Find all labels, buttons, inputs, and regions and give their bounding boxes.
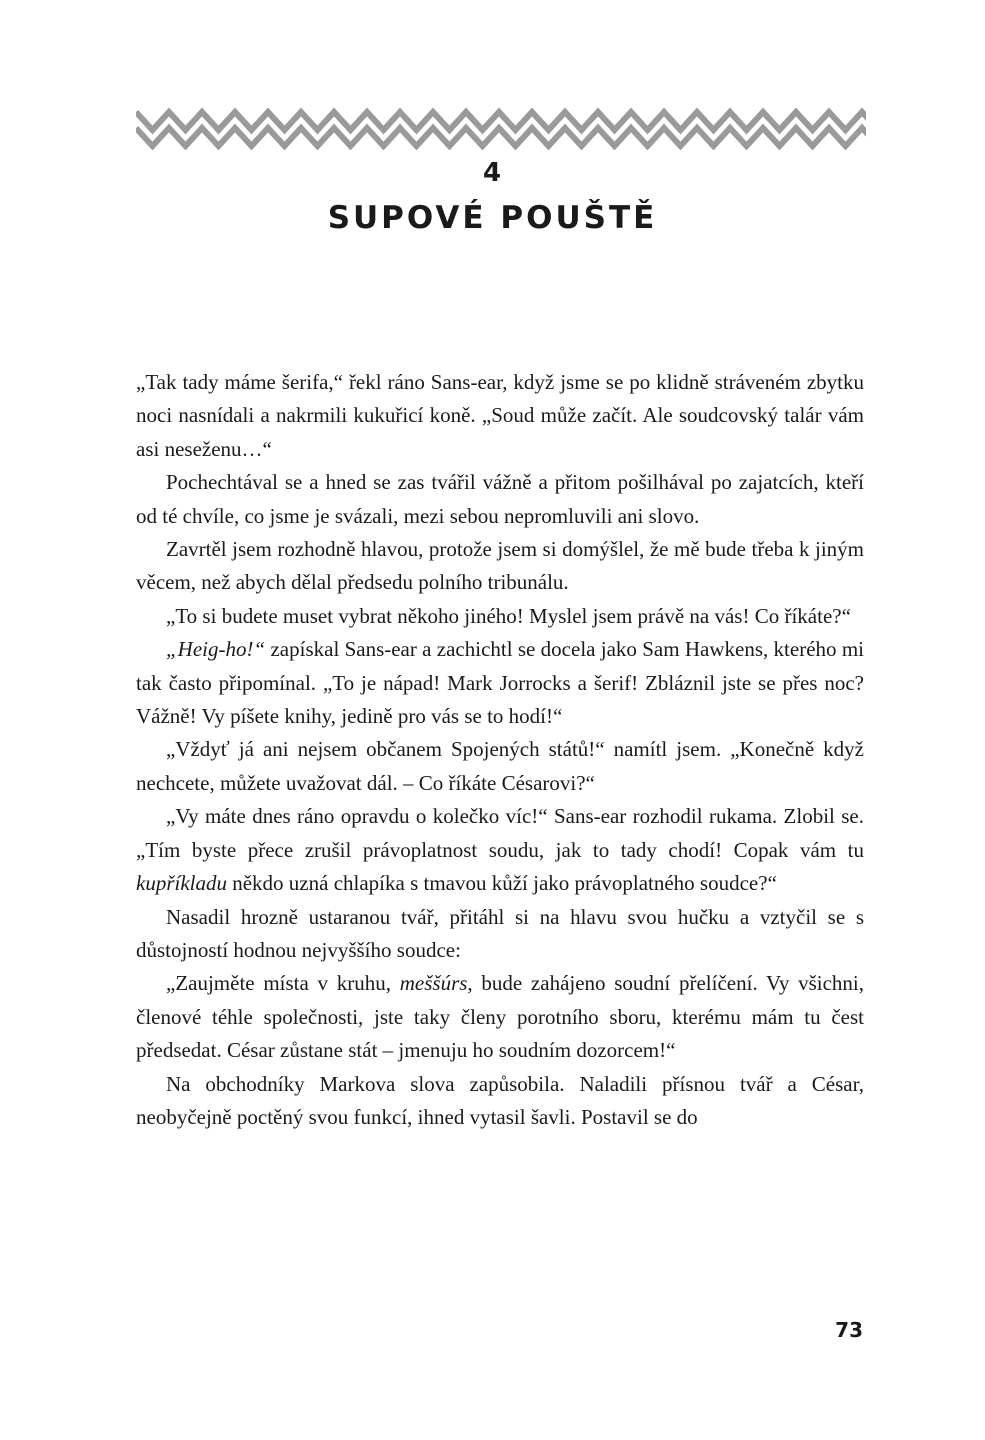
italic-text: kupříkladu	[136, 871, 227, 896]
page-number: 73	[835, 1318, 863, 1342]
text-run: Zavrtěl jsem rozhodně hlavou, protože jsem si domýšlel, že mě bude třeba k jiným věcem, než abych dělal předsedu polního tribunálu.	[136, 537, 864, 595]
paragraph	[136, 800, 864, 900]
text-run: „Vy máte dnes ráno opravdu o kolečko víc!“ Sans-ear rozhodil rukama. Zlobil se. „Tím byste přece zrušil právoplatnost soudu, jak to tady chodí! Copak vám tu	[136, 804, 864, 862]
text-run: „Zaujměte místa v kruhu,	[166, 971, 400, 996]
decorative-zigzag-border	[136, 104, 866, 150]
paragraph	[136, 600, 864, 633]
text-run: Na obchodníky Markova slova zapůsobila. Naladili přísnou tvář a César, neobyčejně poctěný svou funkcí, ihned vytasil šavli. Postavil se do	[136, 1071, 864, 1129]
paragraph	[136, 466, 864, 533]
text-run: , bude zahájeno soudní přelíčení. Vy všichni, členové téhle společnosti, jste taky členy porotního sboru, kterému mám tu čest předsedat. César zůstane stát – jmenuju ho soudním dozorcem!“	[136, 971, 864, 1063]
text-run: „To si budete muset vybrat někoho jiného! Myslel jsem právě na vás! Co říkáte?“	[166, 603, 851, 628]
text-run: zapískal Sans-ear a zachichtl se docela jako Sam Hawkens, kterého mi tak často připomínal. „To je nápad! Mark Jorrocks a šerif! Zbláznil jste se přes noc? Vážně! Vy píšete knihy, jedině pro vás se to hodí!“	[136, 637, 864, 729]
chapter-title: SUPOVÉ POUŠTĚ	[327, 200, 658, 236]
paragraph	[136, 633, 864, 733]
chapter-body-text	[136, 366, 864, 1134]
italic-text: „Heig-ho!“	[166, 637, 266, 662]
italic-text: meššúrs	[399, 971, 468, 996]
paragraph	[136, 967, 864, 1067]
paragraph	[136, 1068, 864, 1135]
text-run: Pochechtával se a hned se zas tvářil vážně a přitom pošilhával po zajatcích, kteří od té chvíle, co jsme je svázali, mezi sebou nepromluvili ani slovo.	[136, 470, 864, 528]
paragraph	[136, 366, 864, 466]
text-run: „Vždyť já ani nejsem občanem Spojených států!“ namítl jsem. „Konečně když nechcete, můžete uvažovat dál. – Co říkáte Césarovi?“	[136, 737, 864, 795]
text-run: někdo uzná chlapíka s tmavou kůží jako právoplatného soudce?“	[226, 871, 777, 896]
paragraph	[136, 533, 864, 600]
text-run: „Tak tady máme šerifa,“ řekl ráno Sans-ear, když jsme se po klidně stráveném zbytku noci nasnídali a nakrmili kukuřicí koně. „Soud může začít. Ale soudcovský talár vám asi neseženu…“	[136, 370, 864, 461]
text-run: Nasadil hrozně ustaranou tvář, přitáhl si na hlavu svou hučku a vztyčil se s důstojností hodnou nejvyššího soudce:	[136, 904, 864, 962]
paragraph	[136, 901, 864, 968]
chapter-number: 4	[482, 158, 503, 188]
paragraph	[136, 733, 864, 800]
